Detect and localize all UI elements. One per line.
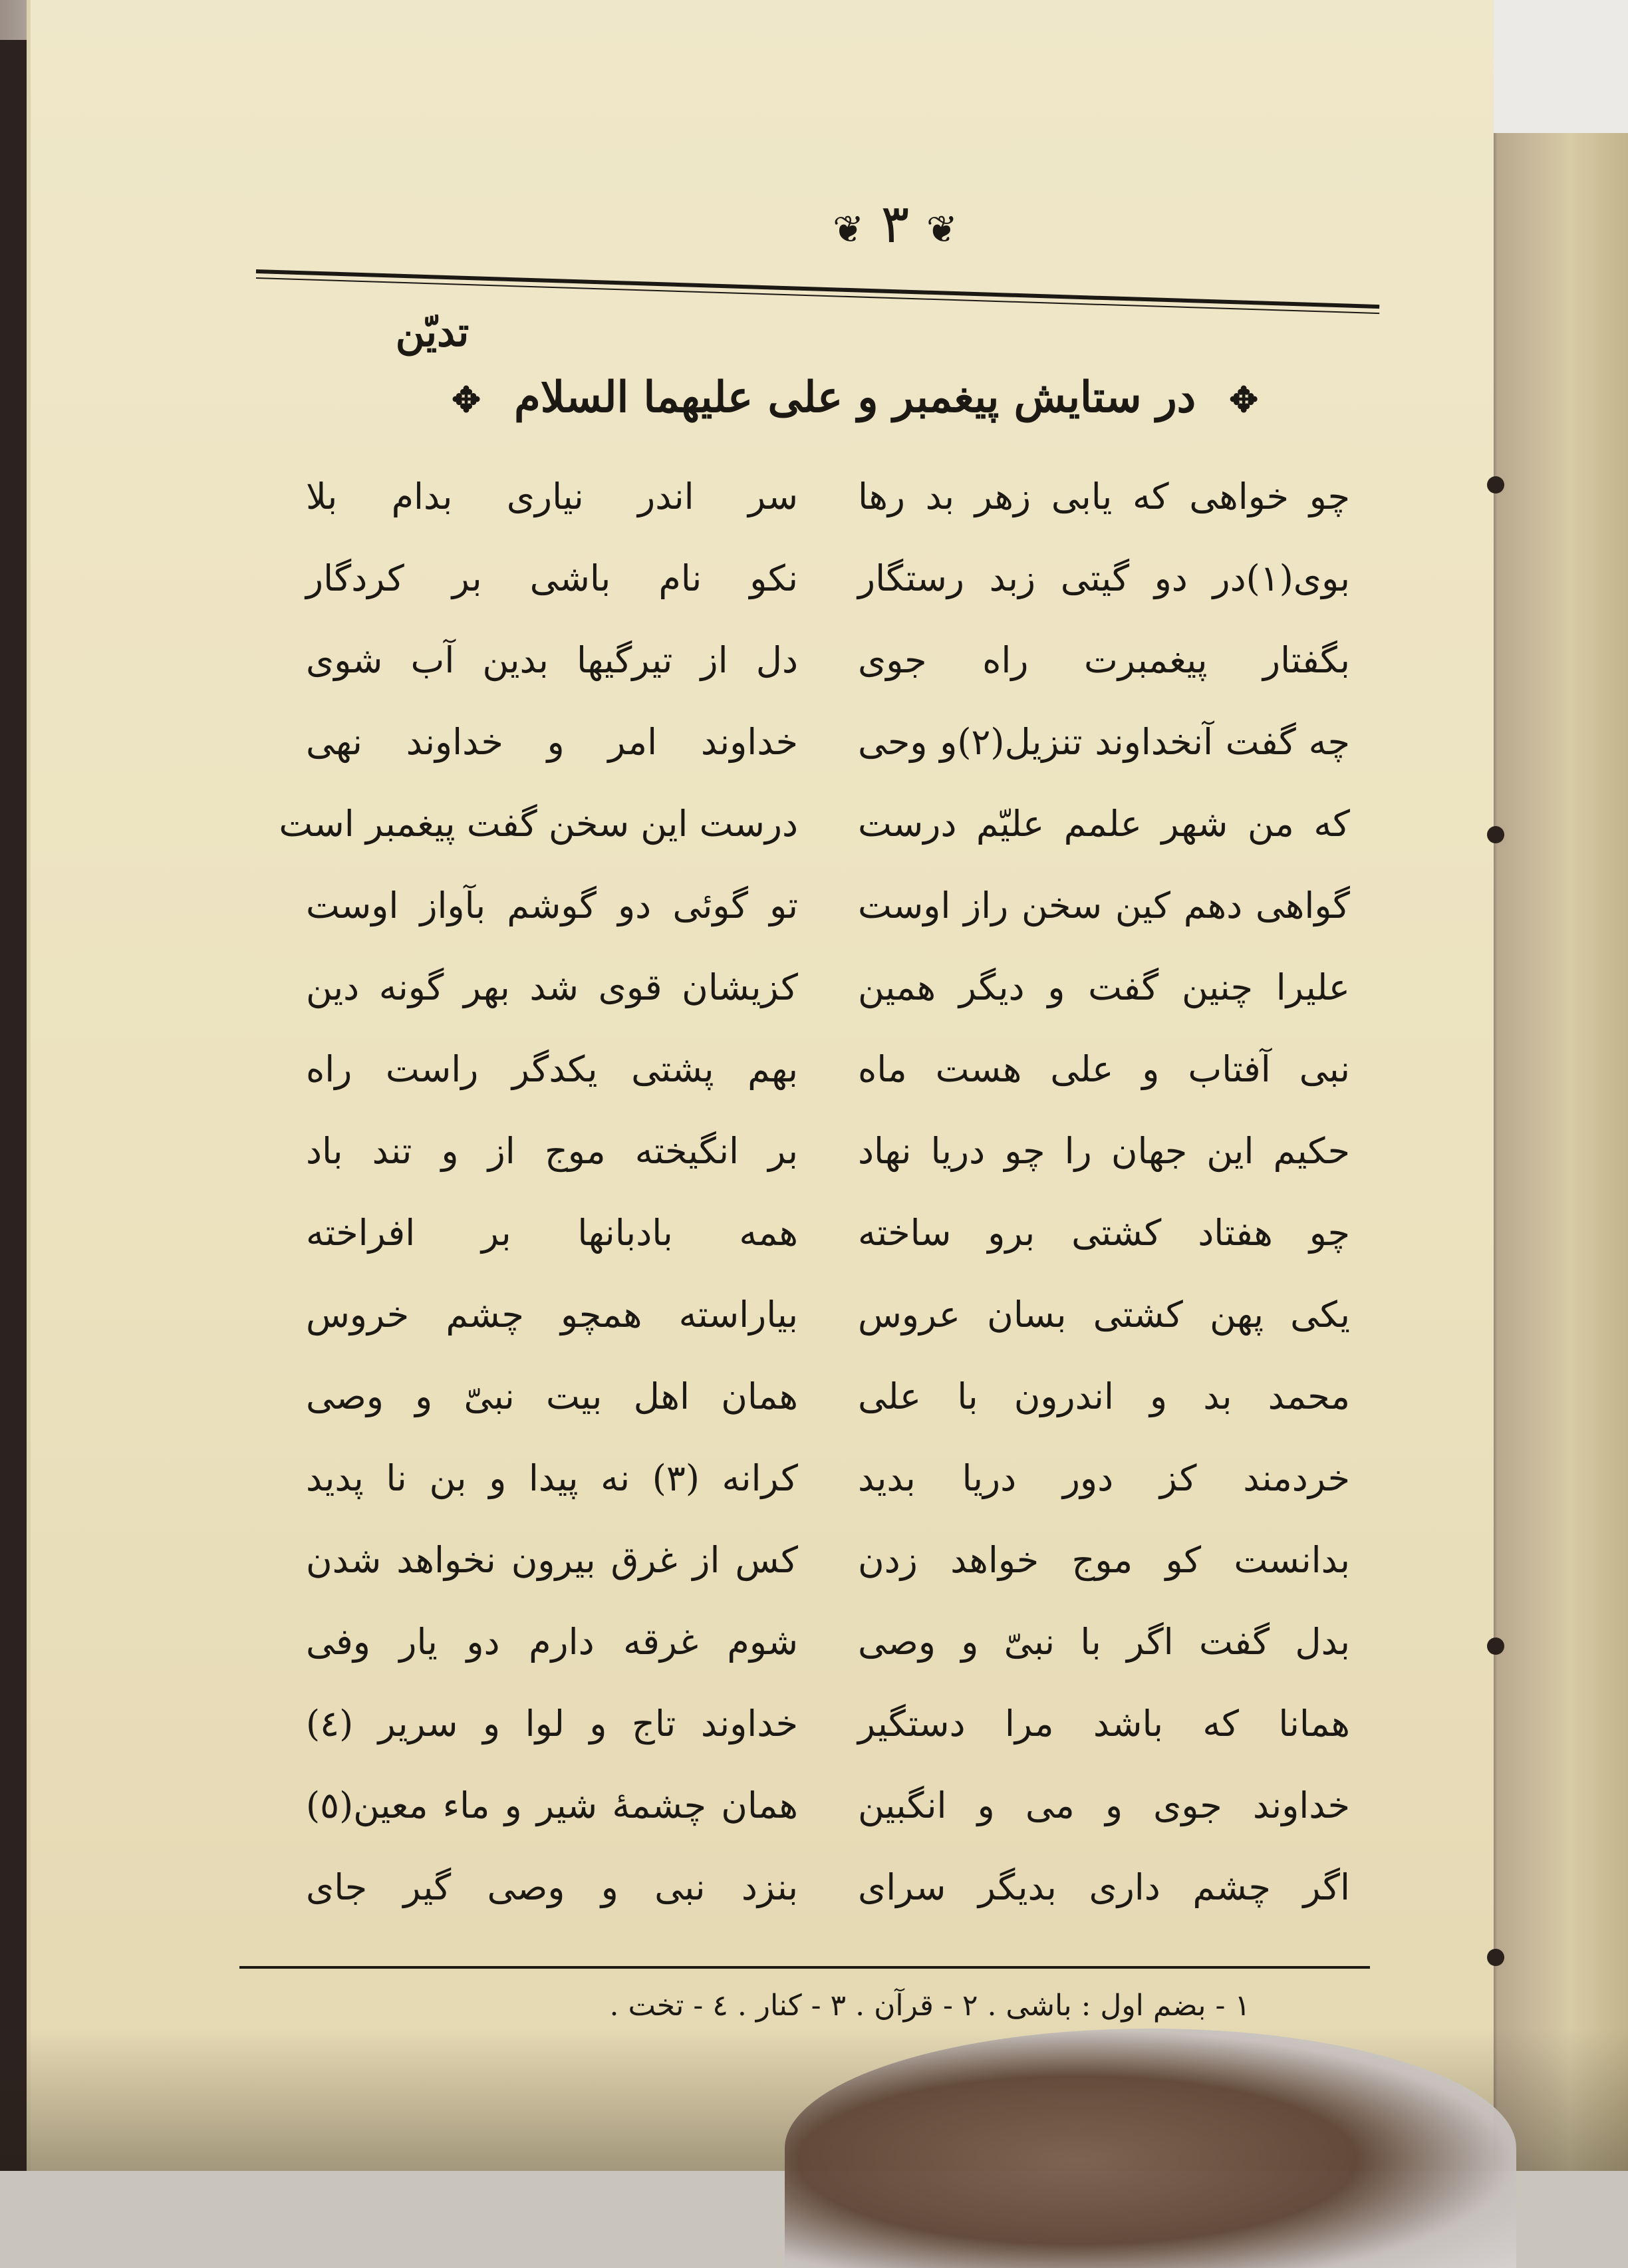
binding-hole: [1487, 1949, 1504, 1966]
verse-row: [0, 1866, 1628, 1946]
verse-row: [0, 1130, 1628, 1210]
page-number-text: ۳: [881, 193, 910, 255]
verse-row: [0, 1048, 1628, 1128]
first-hemistich: بوی(۱)در دو گیتی زبد رستگار: [858, 557, 1350, 599]
first-hemistich: بدل گفت اگر با نبیّ و وصی: [858, 1621, 1350, 1663]
verse-row: [0, 557, 1628, 637]
binding-hole: [1487, 476, 1504, 494]
verse-row: [0, 1621, 1628, 1701]
verse-row: [0, 803, 1628, 883]
first-hemistich: که من شهر علمم علیّم درست: [858, 803, 1350, 845]
verse-row: [0, 1375, 1628, 1455]
first-hemistich: خردمند کز دور دریا بدید: [858, 1457, 1350, 1499]
second-hemistich: همه بادبانها بر افراخته: [306, 1212, 798, 1254]
verse-row: [0, 1539, 1628, 1619]
first-hemistich: حکیم این جهان را چو دریا نهاد: [858, 1130, 1350, 1172]
second-hemistich: خداوند تاج و لوا و سریر (٤): [306, 1703, 798, 1745]
first-hemistich: چو خواهی که یابی زهر بد رها: [858, 476, 1350, 517]
second-hemistich: کرانه (۳) نه پیدا و بن نا پدید: [306, 1457, 799, 1499]
second-hemistich: خداوند امر و خداوند نهی: [306, 721, 798, 763]
first-hemistich: بدانست کو موج خواهد زدن: [858, 1539, 1350, 1581]
verse-row: [0, 721, 1628, 801]
ornament-icon: ✥: [1229, 380, 1258, 420]
first-hemistich: نبی آفتاب و علی هست ماه: [858, 1048, 1350, 1090]
second-hemistich: همان چشمهٔ شیر و ماء معین(٥): [306, 1784, 798, 1826]
ornament-icon: ❦: [833, 208, 865, 251]
footnote-rule: [239, 1966, 1370, 1969]
second-hemistich: کس از غرق بیرون نخواهد شدن: [306, 1539, 798, 1581]
verse-row: [0, 885, 1628, 964]
verse-row: [0, 476, 1628, 555]
second-hemistich: نکو نام باشی بر کردگار: [306, 557, 798, 599]
second-hemistich: کزیشان قوی شد بهر گونه دین: [306, 966, 798, 1008]
first-hemistich: چه گفت آنخداوند تنزیل(۲)و وحی: [858, 721, 1350, 763]
footnotes: ۱ - بضم اول : باشی . ۲ - قرآن . ۳ - کنار . ٤ - تخت .: [609, 1989, 1250, 2023]
first-hemistich: یکی پهن کشتی بسان عروس: [858, 1294, 1350, 1336]
verse-row: [0, 1294, 1628, 1373]
binding-hole: [1487, 826, 1504, 843]
second-hemistich: دل از تیرگیها بدین آب شوی: [306, 639, 798, 681]
verse-row: [0, 1457, 1628, 1537]
verse-row: [0, 966, 1628, 1046]
second-hemistich: بهم پشتی یکدگر راست راه: [306, 1048, 798, 1090]
second-hemistich: همان اهل بیت نبیّ و وصی: [306, 1375, 798, 1417]
second-hemistich: سر اندر نیاری بدام بلا: [306, 476, 798, 517]
second-hemistich: تو گوئی دو گوشم بآواز اوست: [306, 885, 798, 926]
first-hemistich: چو هفتاد کشتی برو ساخته: [858, 1212, 1350, 1254]
binding-hole: [1487, 1637, 1504, 1655]
page-number: [829, 193, 962, 255]
second-hemistich: شوم غرقه دارم دو یار وفی: [306, 1621, 798, 1663]
second-hemistich: بنزد نبی و وصی گیر جای: [306, 1866, 798, 1908]
marginal-note: تدیّن: [395, 309, 470, 356]
second-hemistich: درست این سخن گفت پیغمبر است: [279, 803, 798, 845]
verse-row: [0, 1703, 1628, 1782]
finger-in-plastic: [785, 2029, 1516, 2268]
first-hemistich: بگفتار پیغمبرت راه جوی: [858, 639, 1350, 681]
verse-row: [0, 1212, 1628, 1292]
verse-row: [0, 639, 1628, 719]
ornament-icon: ❦: [926, 208, 958, 251]
first-hemistich: محمد بد و اندرون با علی: [858, 1375, 1350, 1417]
first-hemistich: اگر چشم داری بدیگر سرای: [858, 1866, 1350, 1908]
first-hemistich: علیرا چنین گفت و دیگر همین: [858, 966, 1350, 1008]
section-heading: [439, 372, 1277, 422]
section-heading-text: در ستایش پیغمبر و علی علیهما السلام: [514, 372, 1196, 422]
first-hemistich: همانا که باشد مرا دستگیر: [858, 1703, 1350, 1745]
first-hemistich: گواهی دهم کین سخن راز اوست: [858, 885, 1350, 926]
first-hemistich: خداوند جوی و می و انگبین: [858, 1784, 1350, 1826]
ornament-icon: ✥: [452, 380, 481, 420]
second-hemistich: بر انگیخته موج از و تند باد: [306, 1130, 798, 1172]
verse-row: [0, 1784, 1628, 1864]
second-hemistich: بیاراسته همچو چشم خروس: [306, 1294, 798, 1336]
